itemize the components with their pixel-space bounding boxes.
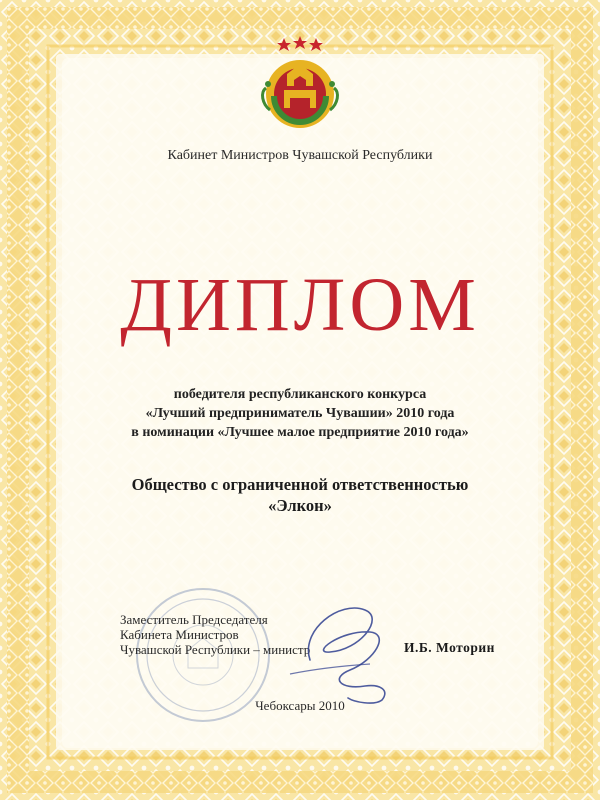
description-line-3: в номинации «Лучшее малое предприятие 2010 года»: [131, 425, 469, 440]
place-and-year: Чебоксары 2010: [255, 698, 345, 713]
document-title: ДИПЛОМ: [120, 263, 480, 347]
recipient-line-1: Общество с ограниченной ответственностью: [131, 475, 469, 494]
handwritten-signature: [270, 590, 410, 710]
recipient-name: [0, 474, 600, 516]
chuvash-republic-emblem-icon: [254, 34, 346, 134]
signer-position-line-3: Чувашской Республики – министр: [120, 642, 311, 657]
signer-position-line-1: Заместитель Председателя: [120, 612, 268, 627]
description-line-2: «Лучший предприниматель Чувашии» 2010 года: [145, 406, 455, 421]
signer-position-line-2: Кабинета Министров: [120, 627, 239, 642]
issuer-name: Кабинет Министров Чувашской Республики: [167, 148, 433, 163]
award-description: [0, 385, 600, 442]
signer-name: И.Б. Моторин: [404, 640, 495, 655]
recipient-line-2: «Элкон»: [268, 496, 332, 515]
description-line-1: победителя республиканского конкурса: [173, 387, 427, 402]
